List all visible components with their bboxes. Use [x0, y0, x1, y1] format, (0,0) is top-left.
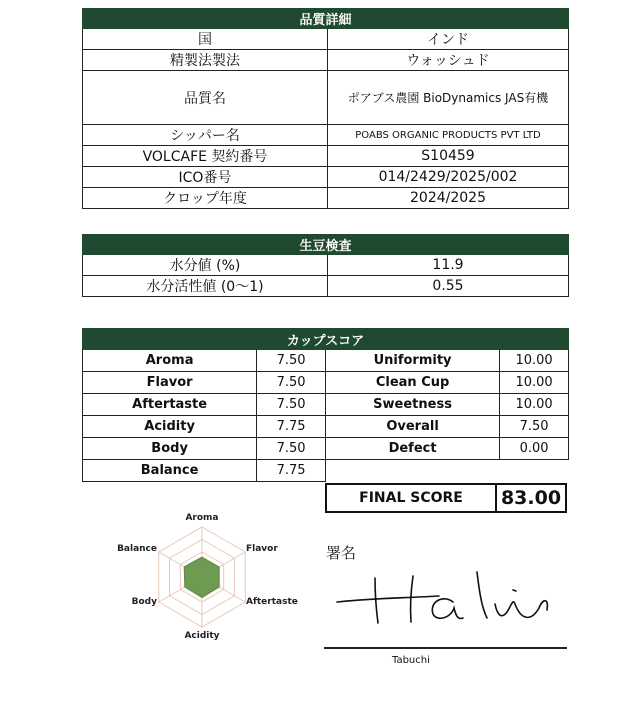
cup-score-header: カップスコア	[83, 329, 569, 350]
crop-year-value: 2024/2025	[328, 188, 569, 209]
score-label: Uniformity	[325, 350, 499, 372]
score-label: Sweetness	[325, 394, 499, 416]
final-score-value: 83.00	[500, 487, 562, 509]
radar-score-shape	[184, 557, 219, 597]
radar-label-balance: Balance	[117, 544, 157, 554]
quality-details-table	[82, 8, 569, 209]
score-value: 10.00	[500, 372, 569, 394]
water-activity-value: 0.55	[328, 276, 569, 297]
score-value: 7.50	[257, 394, 326, 416]
score-label: Acidity	[83, 416, 257, 438]
signer-name: Tabuchi	[392, 655, 430, 666]
final-score-label: FINAL SCORE	[327, 485, 497, 511]
quality-name-label: 品質名	[83, 71, 328, 125]
signature-label: 署名	[326, 544, 357, 562]
water-activity-label: 水分活性値 (0〜1)	[83, 276, 328, 297]
radar-label-body: Body	[131, 597, 157, 607]
score-label: Body	[83, 438, 257, 460]
score-value: 7.75	[257, 416, 326, 438]
shipper-value: POABS ORGANIC PRODUCTS PVT LTD	[328, 125, 569, 146]
green-bean-table	[82, 234, 569, 297]
radar-label-flavor: Flavor	[246, 544, 278, 554]
score-label: Aroma	[83, 350, 257, 372]
score-value: 0.00	[500, 438, 569, 460]
process-label: 精製法製法	[83, 50, 328, 71]
score-value: 7.50	[500, 416, 569, 438]
green-bean-header: 生豆検査	[83, 235, 569, 255]
score-value: 7.75	[257, 460, 326, 482]
score-value: 10.00	[500, 350, 569, 372]
contract-number-value: S10459	[328, 146, 569, 167]
country-value: インド	[328, 29, 569, 50]
score-value: 7.50	[257, 350, 326, 372]
radar-label-aftertaste: Aftertaste	[246, 597, 298, 607]
score-label: Balance	[83, 460, 257, 482]
final-score-box	[325, 483, 567, 513]
cup-profile-radar	[112, 505, 312, 645]
quality-name-value: ポアブス農園 BioDynamics JAS有機	[328, 71, 569, 125]
empty-cell	[325, 460, 568, 482]
shipper-label: シッパー名	[83, 125, 328, 146]
radar-label-acidity: Acidity	[184, 631, 220, 641]
score-label: Aftertaste	[83, 394, 257, 416]
crop-year-label: クロップ年度	[83, 188, 328, 209]
ico-number-value: 014/2429/2025/002	[328, 167, 569, 188]
score-label: Defect	[325, 438, 499, 460]
moisture-label: 水分値 (%)	[83, 255, 328, 276]
score-value: 7.50	[257, 372, 326, 394]
score-label: Flavor	[83, 372, 257, 394]
radar-label-aroma: Aroma	[185, 513, 219, 523]
handwritten-signature	[335, 568, 565, 638]
score-label: Clean Cup	[325, 372, 499, 394]
process-value: ウォッシュド	[328, 50, 569, 71]
country-label: 国	[83, 29, 328, 50]
score-label: Overall	[325, 416, 499, 438]
cup-score-table	[82, 328, 569, 482]
signature-line	[324, 647, 567, 649]
ico-number-label: ICO番号	[83, 167, 328, 188]
score-value: 10.00	[500, 394, 569, 416]
moisture-value: 11.9	[328, 255, 569, 276]
score-value: 7.50	[257, 438, 326, 460]
quality-details-header: 品質詳細	[83, 9, 569, 29]
contract-number-label: VOLCAFE 契約番号	[83, 146, 328, 167]
